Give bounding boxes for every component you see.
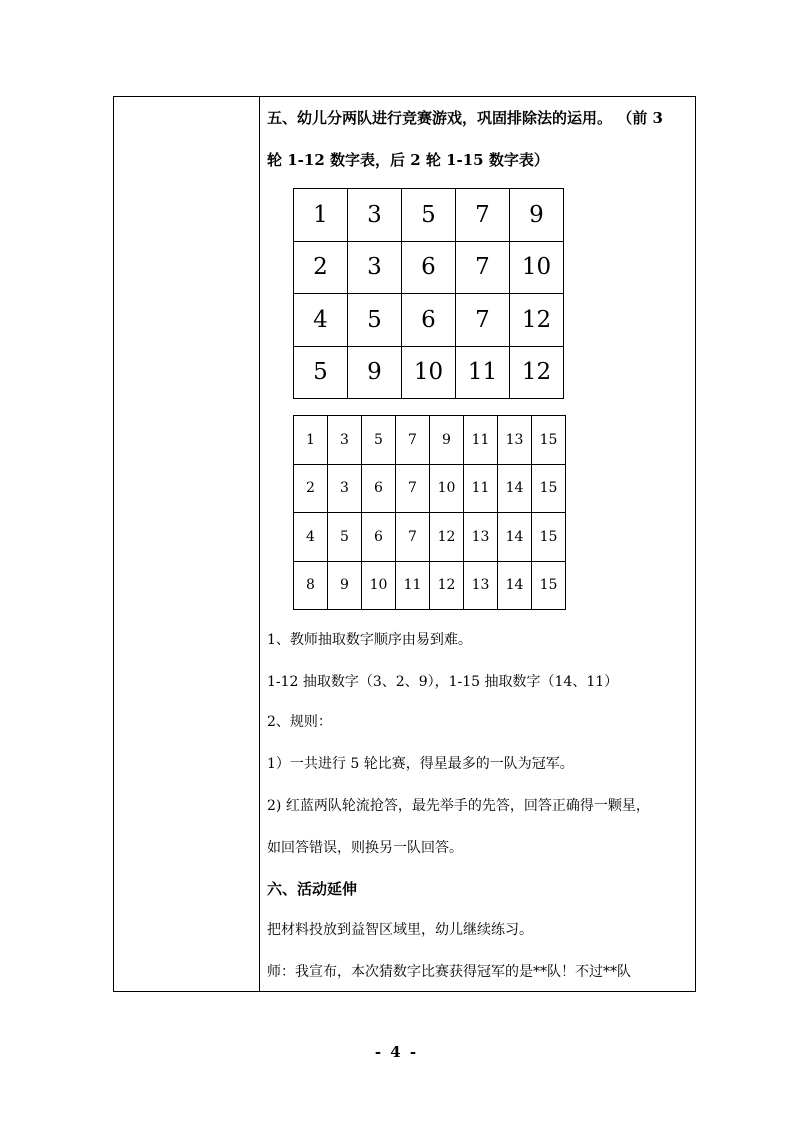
grid-cell: 5 [348, 294, 402, 347]
grid-cell: 9 [348, 346, 402, 399]
paragraph-announcement: 师：我宣布，本次猜数字比赛获得冠军的是**队！不过**队 [267, 964, 631, 980]
grid-cell: 7 [396, 464, 430, 513]
grid-cell: 13 [464, 561, 498, 610]
grid-cell: 7 [456, 189, 510, 242]
grid-cell: 14 [498, 464, 532, 513]
number-grid-1-15 [293, 415, 566, 610]
grid-cell: 12 [510, 294, 564, 347]
grid-cell: 10 [362, 561, 396, 610]
grid-row [294, 513, 566, 562]
paragraph-rule-2-cont: 如回答错误，则换另一队回答。 [267, 840, 463, 856]
column-divider [259, 97, 260, 991]
grid-row [294, 561, 566, 610]
grid-cell: 8 [294, 561, 328, 610]
grid-row [294, 416, 566, 465]
grid-cell: 13 [464, 513, 498, 562]
paragraph-extension: 把材料投放到益智区域里，幼儿继续练习。 [267, 922, 533, 938]
grid-cell: 6 [402, 241, 456, 294]
grid-cell: 9 [430, 416, 464, 465]
grid-cell: 1 [294, 189, 348, 242]
grid-cell: 6 [362, 464, 396, 513]
grid-cell: 5 [362, 416, 396, 465]
grid-cell: 3 [328, 464, 362, 513]
grid-row [294, 189, 564, 242]
grid-cell: 13 [498, 416, 532, 465]
paragraph-rule-1: 1）一共进行 5 轮比赛，得星最多的一队为冠军。 [267, 756, 574, 772]
grid-cell: 5 [294, 346, 348, 399]
paragraph-draw-order: 1、教师抽取数字顺序由易到难。 [267, 632, 472, 648]
grid-cell: 11 [396, 561, 430, 610]
grid-row [294, 464, 566, 513]
grid-cell: 10 [430, 464, 464, 513]
section6-title: 六、活动延伸 [267, 880, 358, 898]
grid-cell: 4 [294, 513, 328, 562]
grid-cell: 9 [328, 561, 362, 610]
grid-cell: 3 [348, 241, 402, 294]
grid-row [294, 294, 564, 347]
grid-cell: 5 [402, 189, 456, 242]
grid-cell: 5 [328, 513, 362, 562]
grid-cell: 7 [456, 241, 510, 294]
grid-cell: 3 [348, 189, 402, 242]
grid-cell: 7 [396, 416, 430, 465]
grid-cell: 7 [456, 294, 510, 347]
grid-cell: 15 [532, 416, 566, 465]
grid-cell: 2 [294, 464, 328, 513]
grid-cell: 12 [510, 346, 564, 399]
grid-cell: 14 [498, 561, 532, 610]
section5-title-line1: 五、幼儿分两队进行竞赛游戏，巩固排除法的运用。 （前 3 [267, 109, 663, 127]
grid-cell: 6 [402, 294, 456, 347]
grid-cell: 6 [362, 513, 396, 562]
grid-cell: 15 [532, 513, 566, 562]
paragraph-rules-heading: 2、规则： [267, 714, 332, 730]
grid-cell: 15 [532, 561, 566, 610]
grid-cell: 11 [456, 346, 510, 399]
document-table [113, 96, 696, 992]
grid-cell: 14 [498, 513, 532, 562]
grid-row [294, 241, 564, 294]
grid-cell: 11 [464, 416, 498, 465]
grid-cell: 3 [328, 416, 362, 465]
page-number: - 4 - [374, 1043, 419, 1061]
section5-title-line2: 轮 1-12 数字表，后 2 轮 1-15 数字表） [267, 151, 549, 169]
grid-cell: 10 [510, 241, 564, 294]
number-grid-1-12 [293, 188, 564, 399]
grid-cell: 12 [430, 513, 464, 562]
paragraph-draw-numbers: 1-12 抽取数字（3、2、9），1-15 抽取数字（14、11） [267, 674, 619, 690]
grid-cell: 7 [396, 513, 430, 562]
grid-cell: 10 [402, 346, 456, 399]
grid-row [294, 346, 564, 399]
grid-cell: 12 [430, 561, 464, 610]
grid-cell: 9 [510, 189, 564, 242]
grid-cell: 11 [464, 464, 498, 513]
grid-cell: 2 [294, 241, 348, 294]
grid-cell: 1 [294, 416, 328, 465]
grid-cell: 4 [294, 294, 348, 347]
grid-cell: 15 [532, 464, 566, 513]
paragraph-rule-2: 2) 红蓝两队轮流抢答，最先举手的先答，回答正确得一颗星， [267, 798, 650, 814]
